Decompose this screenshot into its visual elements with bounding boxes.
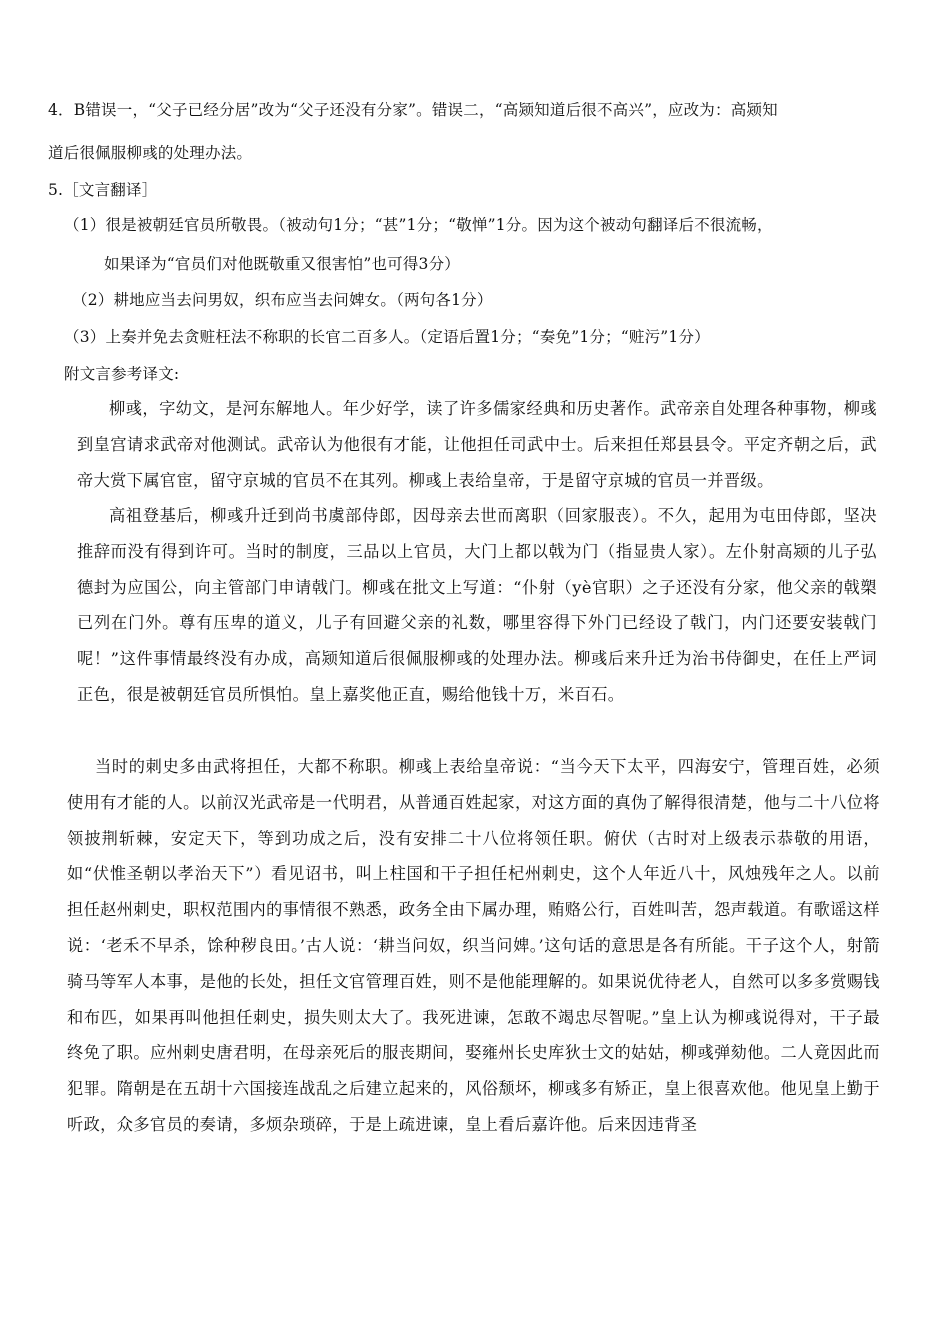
translation-1-line-2: 如果译为“官员们对他既敬重又很害怕”也可得3分） bbox=[104, 255, 461, 273]
reference-paragraph-3: 当时的刺史多由武将担任，大都不称职。柳彧上表给皇帝说：“当今天下太平，四海安宁，管理百姓，必须使用有才能的人。以前汉光武帝是一代明君，从普通百姓起家，对这方面的真伪了解得很清楚，他与二十八位将领披荆斩棘，安定天下，等到功成之后，没有安排二十八位将领任职。俯伏（古时对上级表示恭敬的用语，如“伏惟圣朝以孝治天下”）看见诏书，叫上柱国和干子担任杞州刺史，这个人年近八十，风烛残年之人。以前担任赵州刺史，职权范围内的事情很不熟悉，政务全由下属办理，贿赂公行，百姓叫苦，怨声载道。有歌谣这样说：‘老禾不早杀，馀种秽良田。’古人说：‘耕当问奴，织当问婢。’这句话的意思是各有所能。干子这个人，射箭骑马等军人本事，是他的长处，担任文官管理百姓，则不是他能理解的。如果说优待老人，自然可以多多赏赐钱和布匹，如果再叫他担任刺史，损失则太大了。我死进谏，怎敢不竭忠尽智呢。”皇上认为柳彧说得对，干子最终免了职。应州刺史唐君明，在母亲死后的服丧期间，娶雍州长史库狄士文的姑姑，柳彧弹劾他。二人竟因此而犯罪。隋朝是在五胡十六国接连战乱之后建立起来的，风俗颓坏，柳彧多有矫正，皇上很喜欢他。他见皇上勤于听政，众多官员的奏请，多烦杂琐碎，于是上疏进谏，皇上看后嘉许他。后来因违背圣 bbox=[67, 757, 880, 1134]
answer-4-line-1: 4．B错误一，“父子已经分居”改为“父子还没有分家”。错误二，“高颎知道后很不高兴”，应改为：高颎知 bbox=[48, 101, 778, 119]
reference-paragraph-1: 柳彧，字幼文，是河东解地人。年少好学，读了许多儒家经典和历史著作。武帝亲自处理各种事物，柳彧到皇宫请求武帝对他测试。武帝认为他很有才能，让他担任司武中士。后来担任郑县县令。平定齐朝之后，武帝大赏下属官宦，留守京城的官员不在其列。柳彧上表给皇帝，于是留守京城的官员一并晋级。 bbox=[77, 399, 877, 490]
answer-5-heading: 5.［文言翻译］ bbox=[48, 181, 158, 199]
translation-2: （2）耕地应当去问男奴，织布应当去问婢女。（两句各1分） bbox=[72, 291, 493, 309]
reference-paragraph-2: 高祖登基后，柳彧升迁到尚书虞部侍郎，因母亲去世而离职（回家服丧）。不久，起用为屯田侍郎，坚决推辞而没有得到许可。当时的制度，三品以上官员，大门上都以戟为门（指显贵人家）。左仆射高颎的儿子弘德封为应国公，向主管部门申请戟门。柳彧在批文上写道：“仆射（yè官职）之子还没有分家，他父亲的戟槊已列在门外。尊有压卑的道义，儿子有回避父亲的礼数，哪里容得下外门已经设了戟门，内门还要安装戟门呢！”这件事情最终没有办成，高颎知道后很佩服柳彧的处理办法。柳彧后来升迁为治书侍御史，在任上严词正色，很是被朝廷官员所惧怕。皇上嘉奖他正直，赐给他钱十万，米百石。 bbox=[77, 506, 877, 704]
reference-translation-heading: 附文言参考译文: bbox=[64, 365, 180, 383]
translation-3: （3）上奏并免去贪赃枉法不称职的长官二百多人。（定语后置1分；“奏免”1分；“赃污”1分） bbox=[64, 328, 710, 346]
translation-1-line-1: （1）很是被朝廷官员所敬畏。（被动句1分；“甚”1分；“敬惮”1分。因为这个被动句翻译后不很流畅， bbox=[64, 216, 773, 234]
answer-4-line-2: 道后很佩服柳彧的处理办法。 bbox=[48, 144, 253, 162]
